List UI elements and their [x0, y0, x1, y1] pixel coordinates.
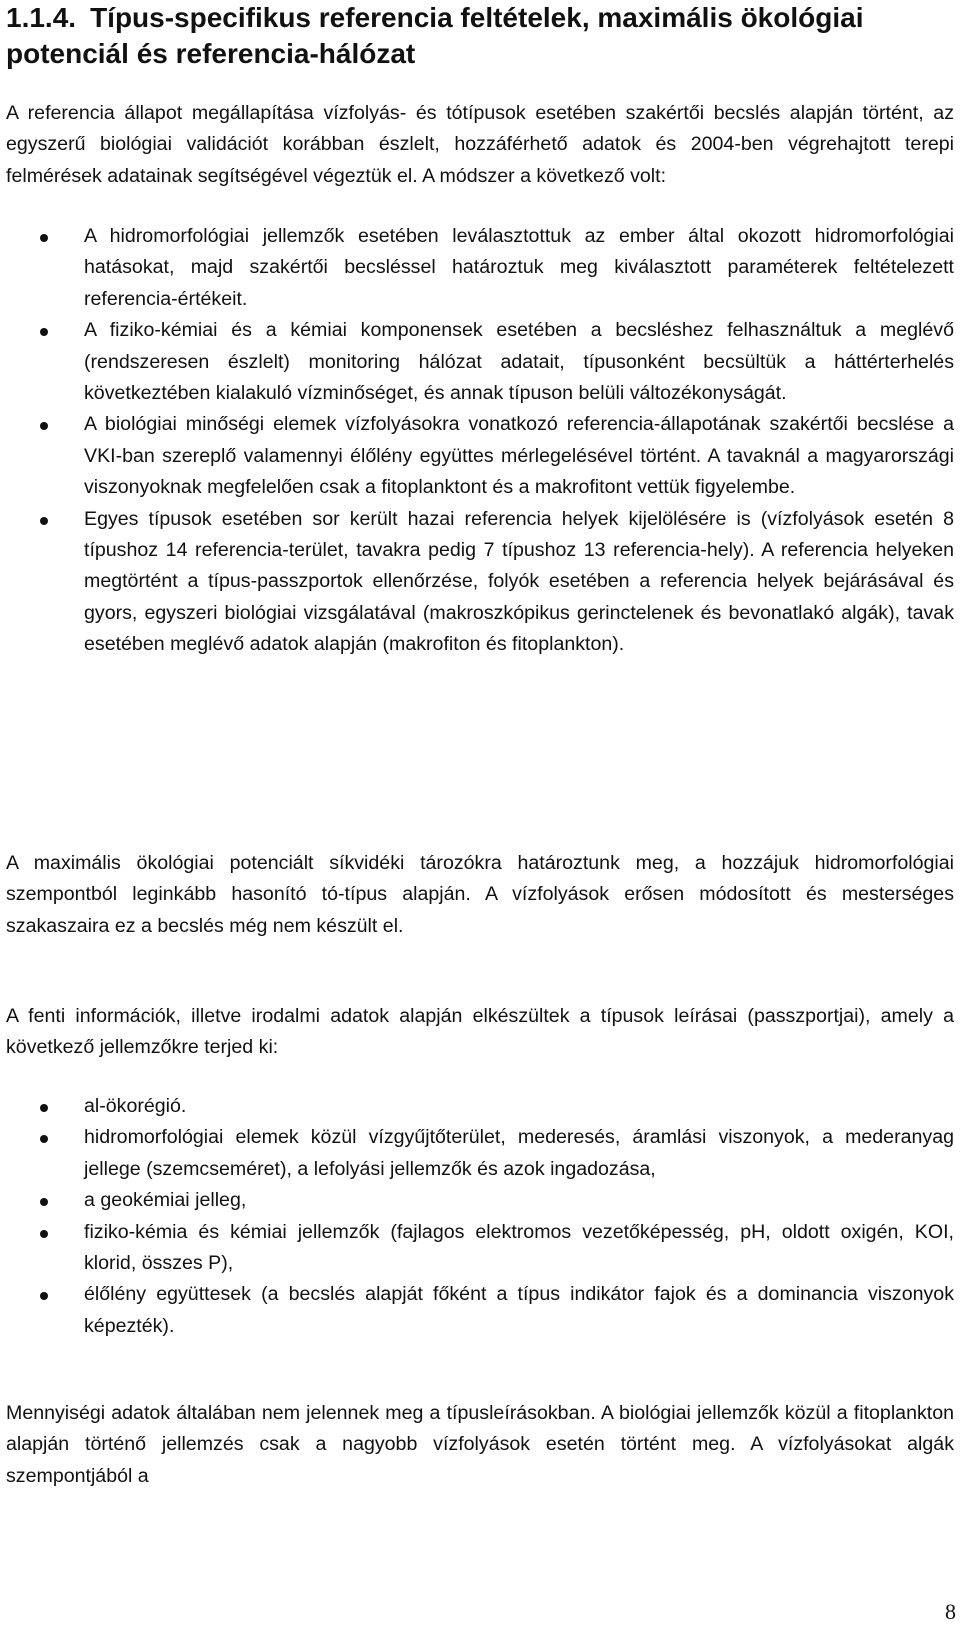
list-item: [0, 1091, 960, 1122]
bullet-icon: [40, 517, 48, 525]
bullet-icon: [40, 1292, 48, 1300]
bullet-icon: [40, 1135, 48, 1143]
list-item: [0, 1122, 960, 1185]
list-item-text: hidromorfológiai elemek közül vízgyűjtőterület, mederesés, áramlási viszonyok, a mederanyag jellege (szemcseméret), a lefolyási jellemzők és azok ingadozása,: [84, 1126, 954, 1180]
bullet-icon: [40, 422, 48, 430]
intro-paragraph: A referencia állapot megállapítása vízfolyás- és tótípusok esetében szakértői becslés alapján történt, az egyszerű biológiai validációt korábban észlelt, hozzáférhető adatok és 2004-ben végrehajtott terepi felmérések adatainak segítségével végeztük el. A módszer a következő volt:: [6, 102, 954, 187]
list-item-text: Egyes típusok esetében sor került hazai referencia helyek kijelölésére is (vízfolyások esetén 8 típushoz 14 referencia-terület, tavakra pedig 7 típushoz 13 referencia-hely). A referencia helyeken megtörtént a típus-passzportok ellenőrzése, folyók esetében a referencia helyek bejárásával és gyors, egyszeri biológiai vizsgálatával (makroszkópikus gerinctelenek és bevonatlakó algák), tavak esetében meglévő adatok alapján (makrofiton és fitoplankton).: [84, 507, 954, 656]
bullet-icon: [40, 1230, 48, 1238]
list-item: [0, 504, 960, 661]
bullet-icon: [40, 234, 48, 242]
passport-list: [0, 1091, 960, 1342]
list-item-text: fiziko-kémia és kémiai jellemzők (fajlagos elektromos vezetőképesség, pH, oldott oxigén, KOI, klorid, összes P),: [84, 1220, 954, 1275]
list-item-text: al-ökorégió.: [84, 1095, 187, 1117]
bullet-icon: [40, 1104, 48, 1112]
list-item-text: a geokémiai jelleg,: [84, 1189, 247, 1212]
bullet-icon: [40, 1198, 48, 1206]
section-number: 1.1.4.: [6, 2, 77, 33]
list-item-text: élőlény együttesek (a becslés alapját főként a típus indikátor fajok és a dominancia viszonyok képezték).: [84, 1283, 954, 1337]
passports-paragraph: A fenti információk, illetve irodalmi adatok alapján elkészültek a típusok leírásai (passzportjai), amely a következő jellemzőkre terjed ki:: [6, 1005, 954, 1059]
list-item: [0, 315, 960, 409]
section-title: Típus-specifikus referencia feltételek, maximális ökológiai potenciál és referencia-hálózat: [6, 2, 864, 69]
list-item-text: A biológiai minőségi elemek vízfolyásokra vonatkozó referencia-állapotának szakértői becslése a VKI-ban szereplő valamennyi élőlény együttes mérlegelésével történt. A tavaknál a magyarországi viszonyoknak megfelelően csak a fitoplanktont és a makrofitont vettük figyelembe.: [84, 413, 954, 499]
list-item: [0, 1217, 960, 1280]
list-item: [0, 1185, 960, 1216]
list-item-text: A fiziko-kémiai és a kémiai komponensek esetében a becsléshez felhasználtuk a meglévő (rendszeresen észlelt) monitoring hálózat adatait, típusonként becsültük a háttérterhelés következtében kialakuló vízminőséget, és annak típuson belüli változékonyságát.: [84, 319, 954, 405]
list-item-text: A hidromorfológiai jellemzők esetében leválasztottuk az ember által okozott hidromorfológiai hatásokat, majd szakértői becsléssel határoztuk meg kiválasztott paraméterek feltételezett referencia-értékeit.: [84, 225, 954, 310]
page-number: 8: [945, 1599, 956, 1624]
mep-paragraph: A maximális ökológiai potenciált síkvidéki tározókra határoztunk meg, a hozzájuk hidromorfológiai szempontból leginkább hasonító tó-típus alapján. A vízfolyások erősen módosított és mesterséges szakaszaira ez a becslés még nem készült el.: [6, 852, 954, 937]
method-list: [0, 221, 960, 661]
list-item: [0, 1279, 960, 1342]
list-item: [0, 221, 960, 315]
bullet-icon: [40, 328, 48, 336]
section-heading: [6, 0, 954, 72]
last-paragraph: Mennyiségi adatok általában nem jelennek meg a típusleírásokban. A biológiai jellemzők közül a fitoplankton alapján történő jellemzés csak a nagyobb vízfolyások esetén történt meg. A vízfolyásokat algák szempontjából a: [6, 1402, 954, 1487]
list-item: [0, 409, 960, 503]
